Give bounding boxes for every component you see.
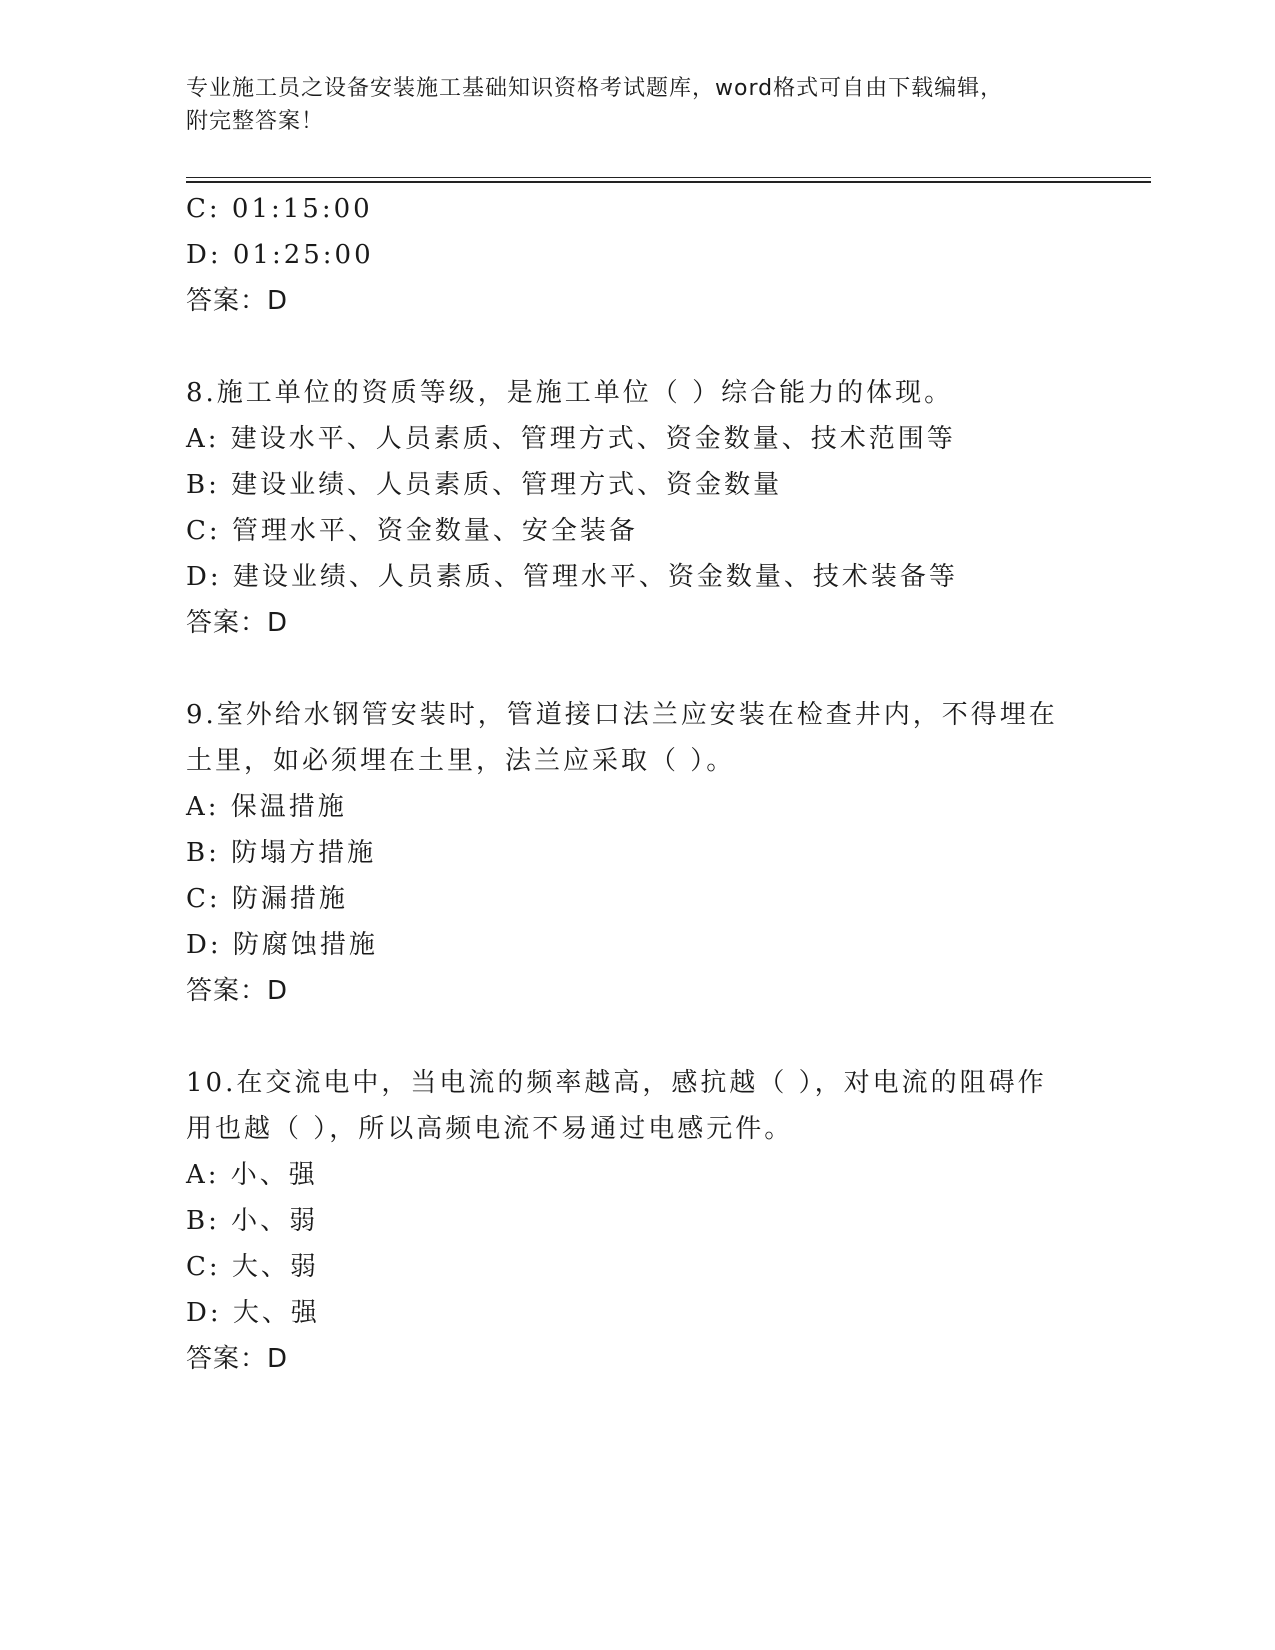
q9-question-text-line-2: 土里，如必须埋在土里，法兰应采取（ ）。 (186, 746, 736, 776)
q8-option-b: B: 建设业绩、人员素质、管理方式、资金数量 (186, 470, 783, 500)
q9-option-b: B: 防塌方措施 (186, 838, 377, 868)
q9-option-a: A: 保温措施 (186, 792, 347, 822)
header-line-2: 附完整答案！ (186, 109, 325, 134)
q10-option-a: A: 小、强 (186, 1160, 318, 1190)
prev-option-d: D: 01:25:00 (186, 240, 374, 270)
q9-option-d: D: 防腐蚀措施 (186, 930, 378, 960)
question-content (186, 186, 1086, 1382)
spacer (186, 646, 1086, 692)
q10-option-b: B: 小、弱 (186, 1206, 319, 1236)
q10-option-d: D: 大、强 (186, 1298, 320, 1328)
q8-option-d: D: 建设业绩、人员素质、管理水平、资金数量、技术装备等 (186, 562, 958, 592)
header-divider-top (186, 177, 1151, 178)
prev-option-c: C: 01:15:00 (186, 194, 373, 224)
spacer (186, 1014, 1086, 1060)
spacer (186, 324, 1086, 370)
prev-answer: 答案：D (186, 286, 289, 316)
header-divider-bottom (186, 181, 1151, 183)
q8-answer: 答案：D (186, 608, 289, 638)
q10-question-text-line-1: 10.在交流电中，当电流的频率越高，感抗越（ ），对电流的阻碍作 (186, 1068, 1047, 1098)
q8-option-a: A: 建设水平、人员素质、管理方式、资金数量、技术范围等 (186, 424, 956, 454)
q9-question-text-line-1: 9.室外给水钢管安装时，管道接口法兰应安装在检查井内，不得埋在 (186, 700, 1058, 730)
header-line-1: 专业施工员之设备安装施工基础知识资格考试题库，word格式可自由下载编辑， (186, 76, 1004, 101)
q10-option-c: C: 大、弱 (186, 1252, 319, 1282)
q8-question-text: 8.施工单位的资质等级，是施工单位（ ）综合能力的体现。 (186, 378, 954, 408)
q8-option-c: C: 管理水平、资金数量、安全装备 (186, 516, 638, 546)
q10-question-text-line-2: 用也越（ ），所以高频电流不易通过电感元件。 (186, 1114, 794, 1144)
document-header (186, 72, 1086, 138)
q9-answer: 答案：D (186, 976, 289, 1006)
q10-answer: 答案：D (186, 1344, 289, 1374)
q9-option-c: C: 防漏措施 (186, 884, 348, 914)
